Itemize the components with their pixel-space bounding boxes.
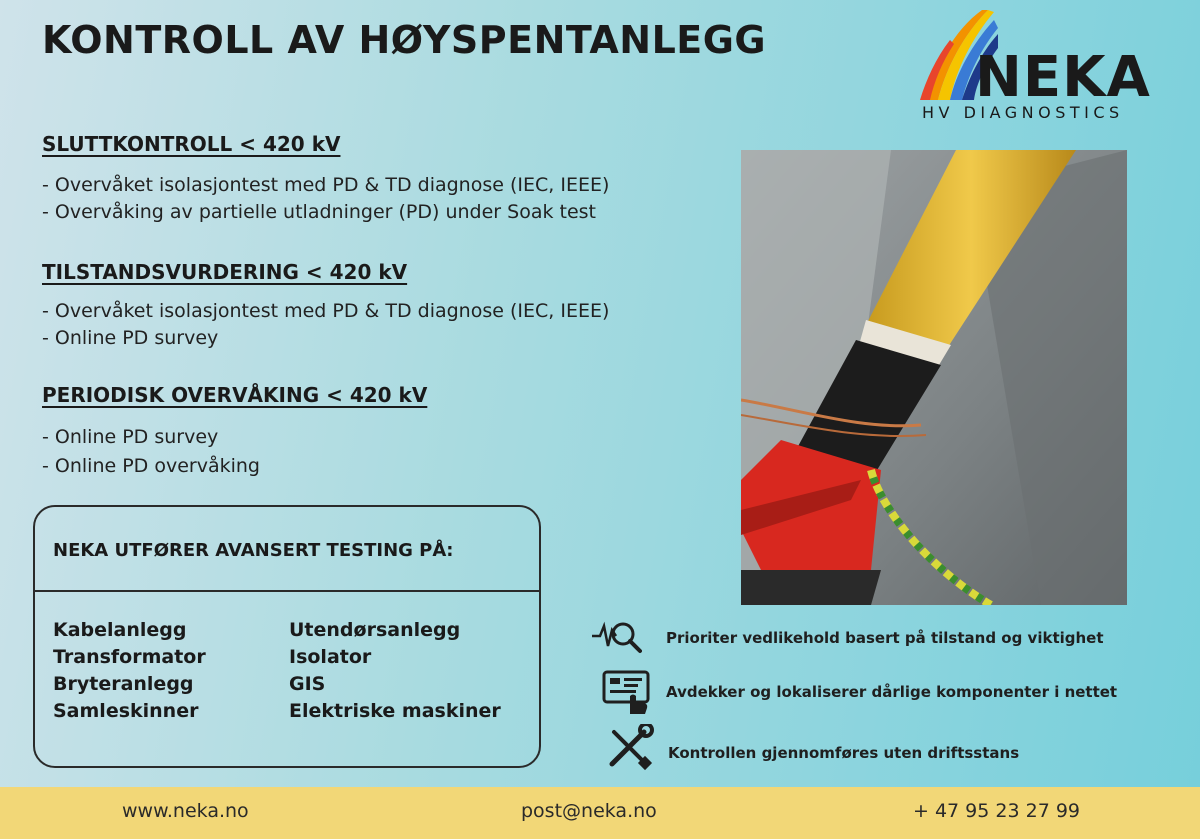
touchscreen-hand-icon xyxy=(602,668,654,716)
phone-number[interactable]: + 47 95 23 27 99 xyxy=(913,800,1081,822)
feature-text: Avdekker og lokaliserer dårlige komponenter i nettet xyxy=(666,683,1118,701)
list-item: Bryteranlegg xyxy=(53,673,194,695)
list-item: - Online PD overvåking xyxy=(42,455,260,477)
email-link[interactable]: post@neka.no xyxy=(521,800,657,822)
signal-magnifier-icon xyxy=(590,612,642,660)
list-item: Transformator xyxy=(53,646,206,668)
section-heading-sluttkontroll: SLUTTKONTROLL < 420 kV xyxy=(42,132,341,156)
list-item: - Overvåket isolasjontest med PD & TD diagnose (IEC, IEEE) xyxy=(42,300,610,322)
feature-text: Kontrollen gjennomføres uten driftsstans xyxy=(668,744,1020,762)
list-item: Utendørsanlegg xyxy=(289,619,461,641)
logo-wordmark: NEKA xyxy=(975,45,1151,110)
list-item: Samleskinner xyxy=(53,700,199,722)
list-item: Elektriske maskiner xyxy=(289,700,501,722)
list-item: Kabelanlegg xyxy=(53,619,187,641)
section-heading-periodisk: PERIODISK OVERVÅKING < 420 kV xyxy=(42,383,428,407)
list-item: GIS xyxy=(289,673,326,695)
list-item: - Online PD survey xyxy=(42,327,219,349)
website-link[interactable]: www.neka.no xyxy=(122,800,249,822)
list-item: - Overvåket isolasjontest med PD & TD diagnose (IEC, IEEE) xyxy=(42,174,610,196)
feature-text: Prioriter vedlikehold basert på tilstand og viktighet xyxy=(666,629,1104,647)
list-item: - Online PD survey xyxy=(42,426,219,448)
page-title: KONTROLL AV HØYSPENTANLEGG xyxy=(42,18,767,62)
section-heading-tilstandsvurdering: TILSTANDSVURDERING < 420 kV xyxy=(42,260,408,284)
cable-termination-photo xyxy=(741,150,1127,605)
list-item: - Overvåking av partielle utladninger (PD) under Soak test xyxy=(42,201,596,223)
wrench-screwdriver-icon xyxy=(604,724,656,772)
testing-box-title: NEKA UTFØRER AVANSERT TESTING PÅ: xyxy=(53,540,454,561)
divider xyxy=(35,590,539,592)
logo-tagline: HV DIAGNOSTICS xyxy=(922,103,1124,122)
list-item: Isolator xyxy=(289,646,372,668)
